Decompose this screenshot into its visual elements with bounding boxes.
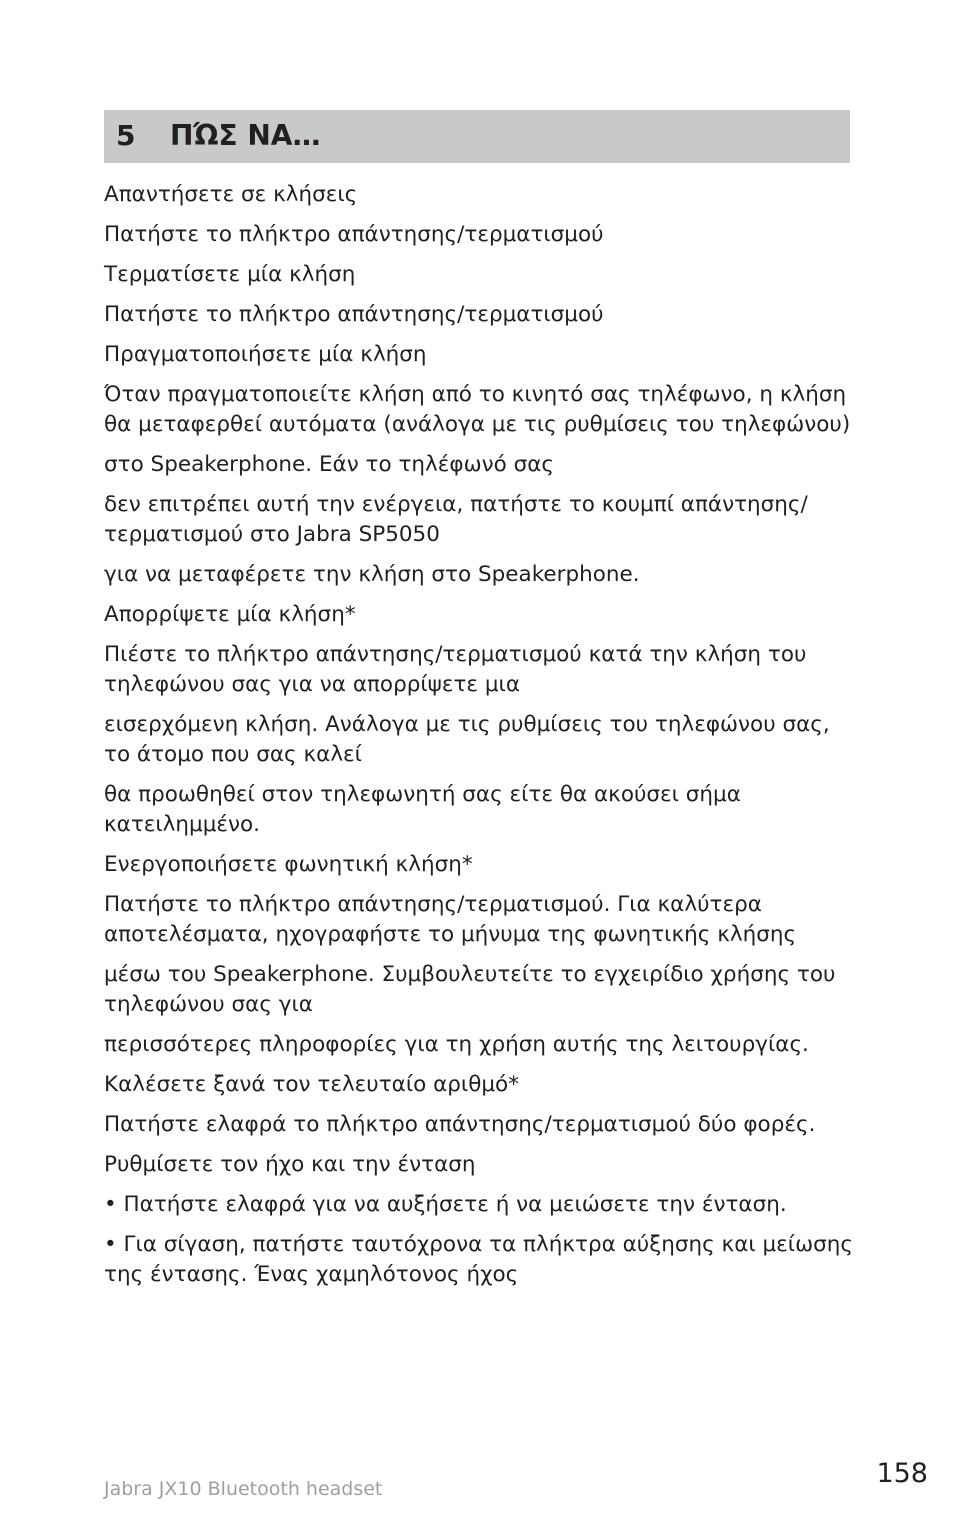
paragraph: στο Speakerphone. Εάν το τηλέφωνό σας	[104, 452, 555, 477]
paragraph: Πατήστε το πλήκτρο απάντησης/τερματισμού. Για καλύτερα αποτελέσματα, ηχογραφήστε το μήνυμα της φωνητικής κλήσης	[104, 892, 797, 947]
paragraph: Απαντήσετε σε κλήσεις	[104, 182, 358, 207]
paragraph: Πατήστε το πλήκτρο απάντησης/τερματισμού	[104, 302, 604, 327]
paragraph: Πατήστε το πλήκτρο απάντησης/τερματισμού	[104, 222, 604, 247]
page-number: 158	[876, 1458, 928, 1489]
paragraph: Πιέστε το πλήκτρο απάντησης/τερματισμού κατά την κλήση του τηλεφώνου σας για να απορρίψετε μια	[104, 642, 807, 697]
paragraph: περισσότερες πληροφορίες για τη χρήση αυτής της λειτουργίας.	[104, 1032, 809, 1057]
paragraph: Όταν πραγματοποιείτε κλήση από το κινητό σας τηλέφωνο, η κλήση θα μεταφερθεί αυτόματα (ανάλογα με τις ρυθμίσεις του τηλεφώνου)	[104, 382, 851, 437]
paragraph: δεν επιτρέπει αυτή την ενέργεια, πατήστε το κουμπί απάντησης/ τερματισμού στο Jabra SP5050	[104, 492, 808, 547]
section-title: ΠΏΣ ΝΑ…	[170, 119, 321, 152]
paragraph: Απορρίψετε μία κλήση*	[104, 602, 356, 627]
section-header	[104, 110, 850, 163]
paragraph: Καλέσετε ξανά τον τελευταίο αριθμό*	[104, 1072, 519, 1097]
paragraph: Τερματίσετε μία κλήση	[104, 262, 356, 287]
section-number: 5	[116, 119, 136, 152]
paragraph: Πατήστε ελαφρά το πλήκτρο απάντησης/τερματισμού δύο φορές.	[104, 1112, 816, 1137]
paragraph: Ρυθμίσετε τον ήχο και την ένταση	[104, 1152, 476, 1177]
footer-product-name: Jabra JX10 Bluetooth headset	[104, 1478, 383, 1500]
paragraph: Ενεργοποιήσετε φωνητική κλήση*	[104, 852, 473, 877]
paragraph: Πραγματοποιήσετε μία κλήση	[104, 342, 427, 367]
paragraph: μέσω του Speakerphone. Συμβουλευτείτε το εγχειρίδιο χρήσης του τηλεφώνου σας για	[104, 962, 836, 1017]
body-content	[104, 180, 854, 1300]
paragraph: θα προωθηθεί στον τηλεφωνητή σας είτε θα ακούσει σήμα κατειλημμένο.	[104, 782, 741, 837]
bullet-item: • Πατήστε ελαφρά για να αυξήσετε ή να μειώσετε την ένταση.	[104, 1192, 787, 1217]
paragraph: για να μεταφέρετε την κλήση στο Speakerphone.	[104, 562, 640, 587]
paragraph: εισερχόμενη κλήση. Ανάλογα με τις ρυθμίσεις του τηλεφώνου σας, το άτομο που σας καλεί	[104, 712, 830, 767]
bullet-item: • Για σίγαση, πατήστε ταυτόχρονα τα πλήκτρα αύξησης και μείωσης της έντασης. Ένας χαμηλότονος ήχος	[104, 1232, 853, 1287]
